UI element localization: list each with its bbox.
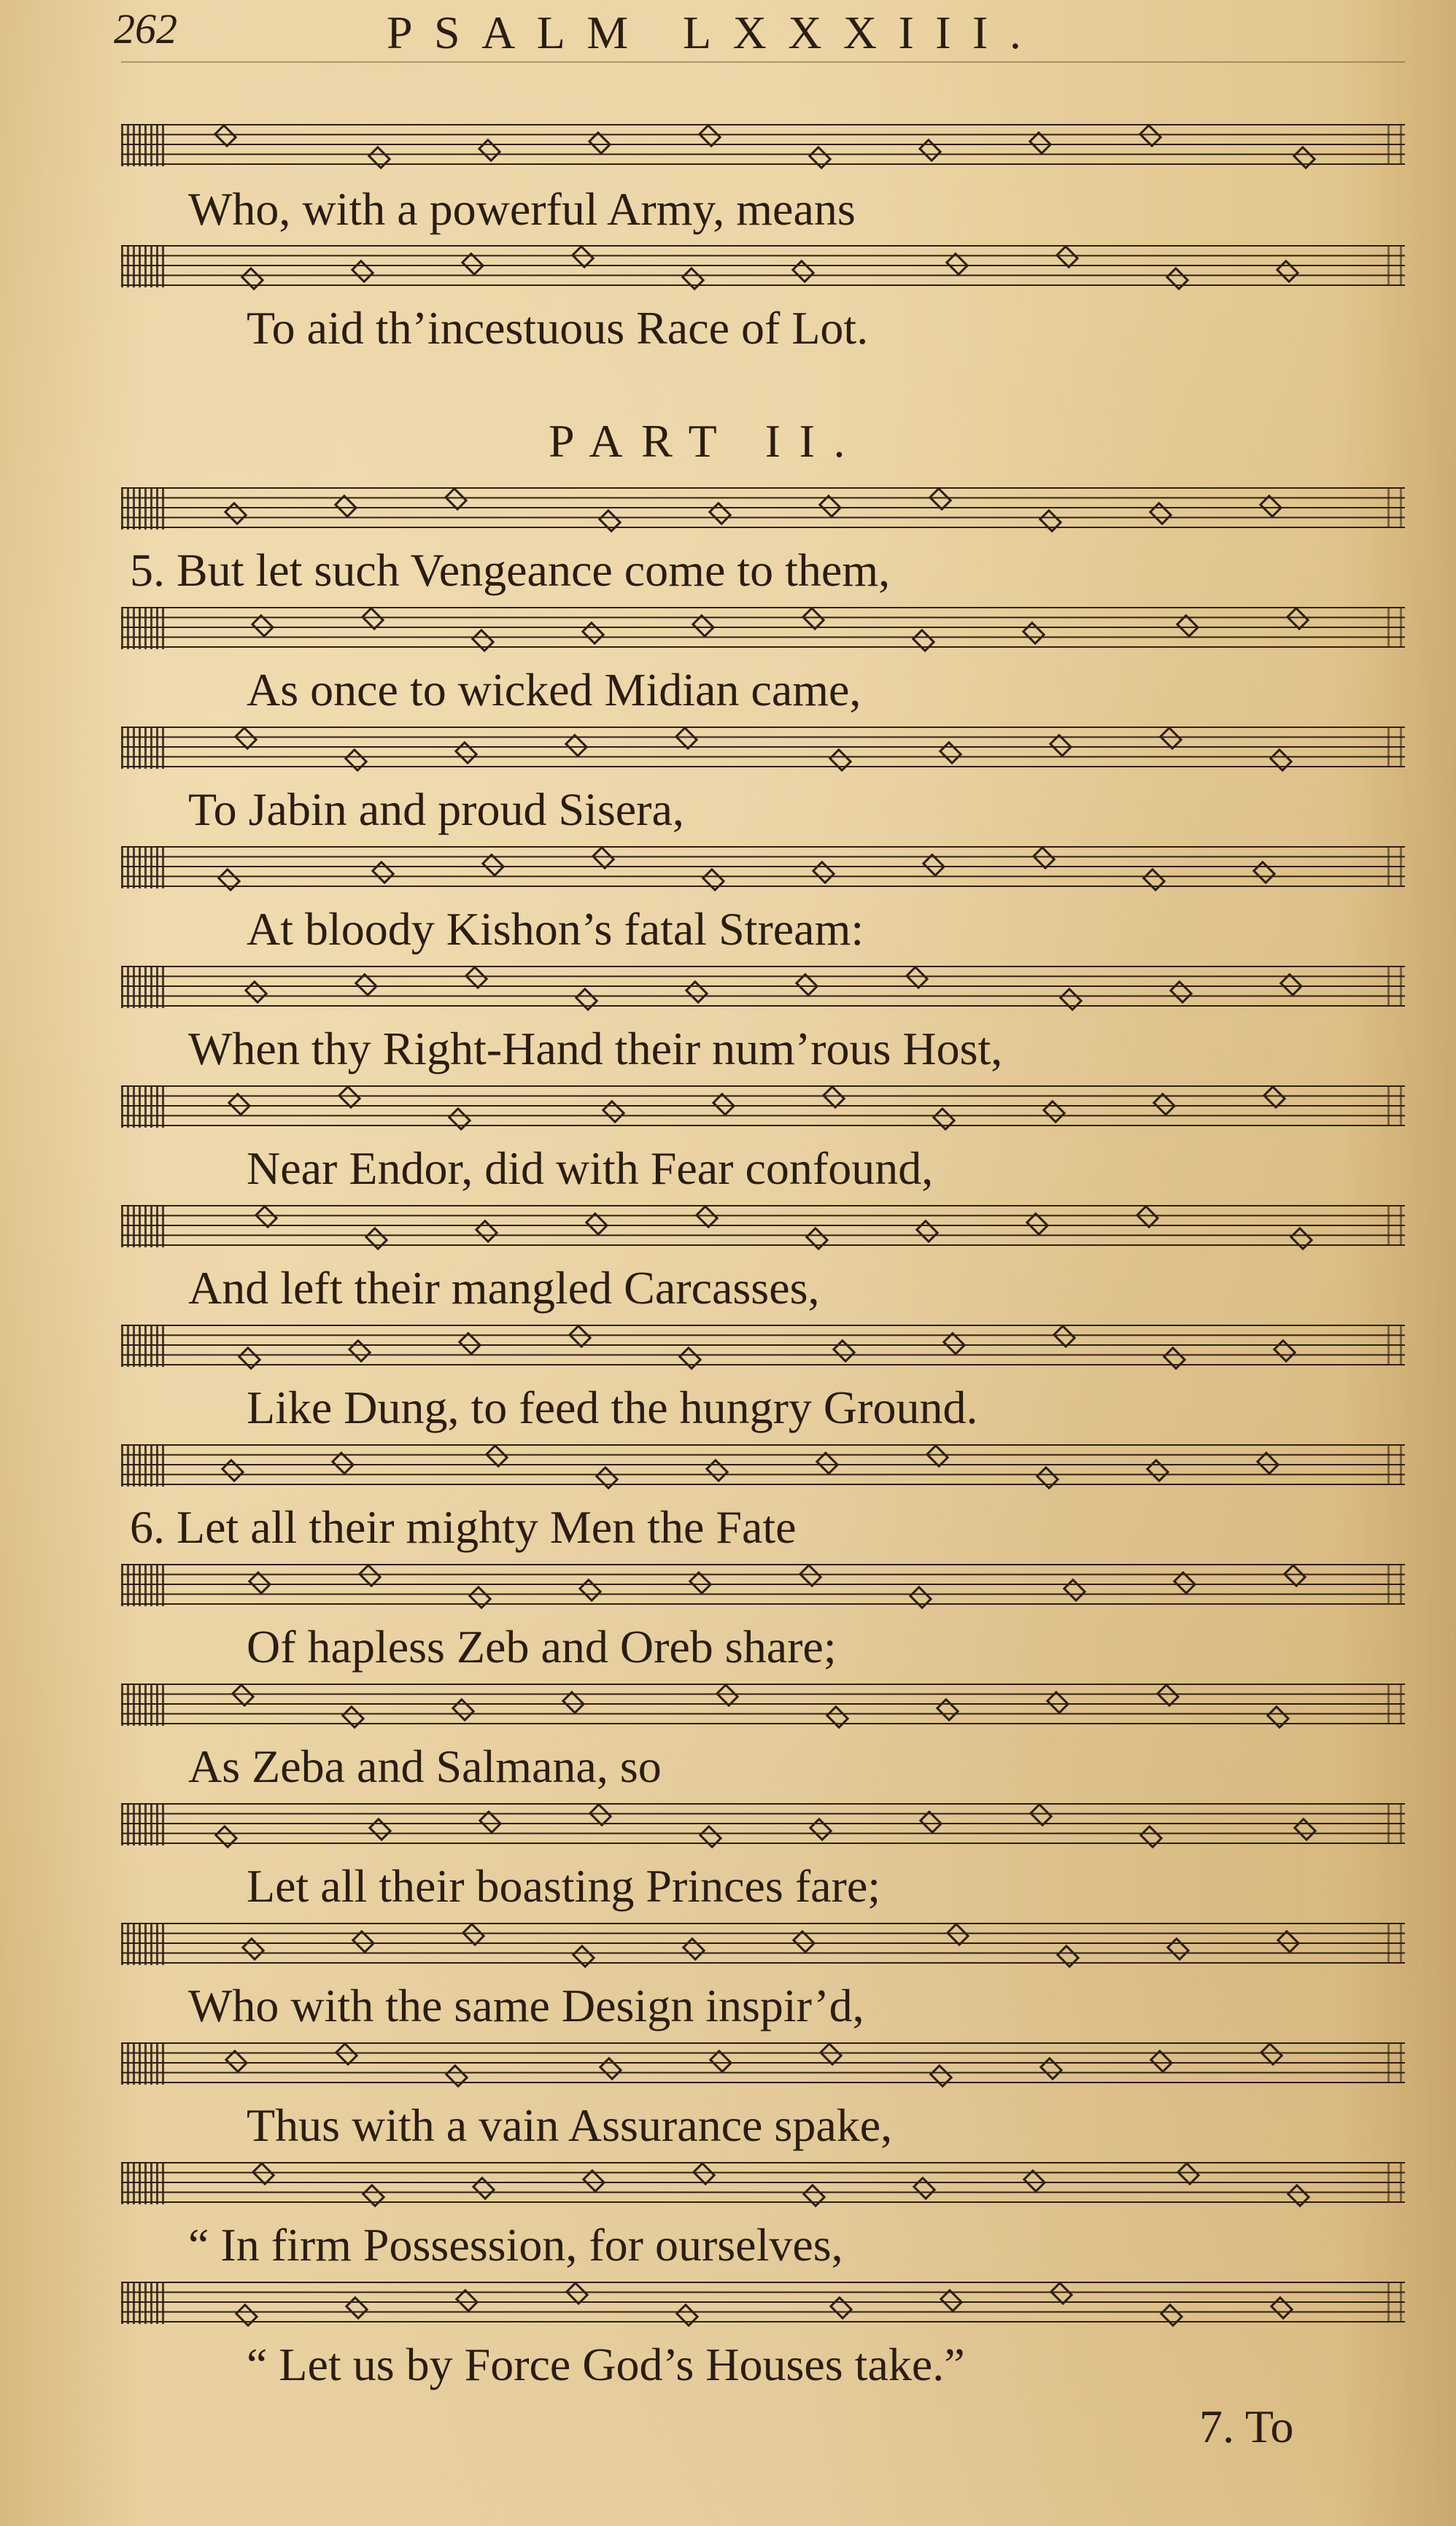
note-head xyxy=(241,267,265,291)
staff xyxy=(121,846,1405,887)
note-head xyxy=(1063,1578,1087,1603)
lyric-line: Near Endor, did with Fear confound, xyxy=(247,1142,934,1194)
staff xyxy=(121,2282,1405,2322)
note-head xyxy=(244,980,268,1004)
note-head xyxy=(716,1684,740,1708)
staff xyxy=(121,1325,1405,1365)
note-head xyxy=(812,861,836,885)
note-head xyxy=(231,1684,255,1708)
note-head xyxy=(1139,124,1163,148)
lyric-line: Of hapless Zeb and Oreb share; xyxy=(247,1621,837,1673)
note-head xyxy=(915,1220,940,1244)
note-head xyxy=(344,748,368,772)
note-head xyxy=(829,2296,853,2320)
note-head xyxy=(692,614,716,638)
lyric-line: 6. Let all their mighty Men the Fate xyxy=(130,1501,797,1553)
note-head xyxy=(1156,1684,1180,1708)
note-head xyxy=(1160,2304,1184,2328)
note-head xyxy=(368,1818,392,1842)
note-head xyxy=(592,846,616,870)
note-head xyxy=(458,1332,482,1356)
staff xyxy=(121,1564,1405,1605)
note-head xyxy=(708,502,732,526)
note-head xyxy=(1256,1452,1280,1476)
note-head xyxy=(1260,2042,1284,2066)
note-head xyxy=(221,1459,245,1483)
note-head xyxy=(1270,2296,1294,2320)
staff xyxy=(121,1085,1405,1126)
note-head xyxy=(1149,502,1173,526)
note-head xyxy=(1022,621,1046,646)
note-head xyxy=(675,2304,700,2328)
note-head xyxy=(791,260,816,284)
note-head xyxy=(1039,509,1063,533)
note-head xyxy=(685,980,709,1004)
lyric-line: When thy Right-Hand their num’rous Host, xyxy=(188,1023,1003,1074)
note-head xyxy=(352,1930,376,1954)
note-head xyxy=(1056,245,1080,269)
note-head xyxy=(829,748,853,772)
note-head xyxy=(942,1332,967,1356)
note-head xyxy=(905,966,929,990)
note-head xyxy=(475,1220,499,1244)
note-head xyxy=(945,252,969,276)
note-head xyxy=(819,2042,843,2066)
note-head xyxy=(1276,260,1300,284)
note-head xyxy=(455,2289,479,2313)
note-head xyxy=(1293,146,1317,170)
note-head xyxy=(926,1444,950,1468)
note-head xyxy=(699,1825,723,1849)
note-head xyxy=(598,509,622,533)
note-head xyxy=(695,1205,719,1229)
note-head xyxy=(454,741,479,765)
note-head xyxy=(912,629,936,653)
note-head xyxy=(575,988,599,1012)
note-head xyxy=(1139,1825,1163,1849)
note-head xyxy=(478,139,502,163)
note-head xyxy=(675,727,699,751)
note-head xyxy=(1166,267,1190,291)
lyric-line: To aid th’incestuous Race of Lot. xyxy=(247,302,869,354)
note-head xyxy=(1029,131,1053,155)
note-head xyxy=(802,2184,826,2208)
note-head xyxy=(235,2304,259,2328)
note-head xyxy=(214,1825,239,1849)
note-head xyxy=(1283,1564,1307,1588)
note-head xyxy=(712,1093,736,1117)
note-head xyxy=(832,1339,856,1363)
note-head xyxy=(940,2289,964,2313)
note-head xyxy=(1150,2050,1174,2074)
note-head xyxy=(568,1325,592,1349)
note-head xyxy=(1146,1459,1170,1483)
staff xyxy=(121,124,1405,165)
note-head xyxy=(251,614,275,638)
note-head xyxy=(918,139,942,163)
note-head xyxy=(1287,2184,1311,2208)
note-head xyxy=(929,2064,953,2088)
note-head xyxy=(682,1937,706,1961)
note-head xyxy=(936,1698,960,1722)
note-head xyxy=(351,260,375,284)
note-head xyxy=(1153,1093,1177,1117)
note-head xyxy=(919,1810,943,1835)
note-head xyxy=(689,1571,713,1595)
note-head xyxy=(1286,607,1310,631)
note-head xyxy=(368,146,392,170)
note-head xyxy=(238,1347,262,1371)
note-head xyxy=(1279,973,1304,997)
note-head xyxy=(939,741,963,765)
note-head xyxy=(361,607,385,631)
note-head xyxy=(362,2184,386,2208)
note-head xyxy=(225,2050,249,2074)
lyric-line: “ Let us by Force God’s Houses take.” xyxy=(247,2339,965,2390)
note-head xyxy=(1166,1937,1190,1961)
note-head xyxy=(692,2162,716,2186)
note-head xyxy=(1259,495,1283,519)
note-head xyxy=(452,1698,476,1722)
note-head xyxy=(252,2162,276,2186)
note-head xyxy=(1277,1930,1301,1954)
note-head xyxy=(595,1466,619,1490)
note-head xyxy=(224,502,248,526)
note-head xyxy=(578,1578,603,1603)
note-head xyxy=(826,1705,850,1729)
note-head xyxy=(565,2282,589,2306)
note-head xyxy=(582,2169,606,2193)
note-head xyxy=(932,1107,956,1131)
note-head xyxy=(481,853,506,877)
note-head xyxy=(1176,614,1200,638)
note-head xyxy=(465,966,489,990)
note-head xyxy=(248,1571,272,1595)
note-head xyxy=(479,1810,503,1835)
page-rule xyxy=(121,61,1405,63)
lyric-line: Like Dung, to feed the hungry Ground. xyxy=(247,1382,978,1433)
staff xyxy=(121,487,1405,528)
lyric-line: As once to wicked Midian came, xyxy=(247,664,861,716)
note-head xyxy=(929,487,953,511)
note-head xyxy=(589,1803,613,1827)
note-head xyxy=(1177,2162,1201,2186)
part-heading: PART II. xyxy=(549,415,864,467)
lyric-line: “ In firm Possession, for ourselves, xyxy=(188,2219,843,2271)
note-head xyxy=(471,629,495,653)
note-head xyxy=(572,1945,596,1969)
note-head xyxy=(909,1586,933,1610)
note-head xyxy=(1046,1691,1070,1715)
note-head xyxy=(241,1937,266,1961)
note-head xyxy=(371,861,395,885)
note-head xyxy=(358,1564,382,1588)
catchword: 7. To xyxy=(1199,2401,1294,2452)
note-head xyxy=(588,131,612,155)
note-head xyxy=(585,1212,609,1236)
note-head xyxy=(805,1227,829,1251)
note-head xyxy=(462,1923,486,1947)
note-head xyxy=(1036,1466,1060,1490)
note-head xyxy=(681,267,705,291)
note-head xyxy=(461,252,485,276)
lyric-line: 5. But let such Vengeance come to them, xyxy=(130,544,891,596)
lyric-line: At bloody Kishon’s fatal Stream: xyxy=(247,903,864,955)
staff xyxy=(121,966,1405,1007)
note-head xyxy=(1026,1212,1050,1236)
note-head xyxy=(1293,1818,1317,1842)
staff xyxy=(121,245,1405,286)
staff xyxy=(121,607,1405,648)
staff xyxy=(121,1444,1405,1485)
staff xyxy=(121,1205,1405,1246)
lyric-line: Who, with a powerful Army, means xyxy=(188,183,856,235)
lyric-line: Who with the same Design inspir’d, xyxy=(188,1980,864,2031)
note-head xyxy=(472,2177,496,2201)
staff xyxy=(121,1923,1405,1964)
note-head xyxy=(448,1107,472,1131)
staff xyxy=(121,2042,1405,2083)
note-head xyxy=(365,1227,389,1251)
note-head xyxy=(581,621,605,646)
note-head xyxy=(1163,1347,1187,1371)
staff xyxy=(121,2162,1405,2203)
note-head xyxy=(1029,1803,1053,1827)
note-head xyxy=(1169,980,1193,1004)
note-head xyxy=(599,2057,623,2081)
note-head xyxy=(334,495,358,519)
note-head xyxy=(335,2042,359,2066)
note-head xyxy=(338,1085,362,1109)
note-head xyxy=(698,124,722,148)
note-head xyxy=(1050,2282,1074,2306)
note-head xyxy=(217,868,241,892)
note-head xyxy=(602,1100,626,1124)
note-head xyxy=(922,853,946,877)
note-head xyxy=(1159,727,1183,751)
note-head xyxy=(485,1444,509,1468)
lyric-line: And left their mangled Carcasses, xyxy=(188,1262,820,1314)
note-head xyxy=(1273,1339,1297,1363)
note-head xyxy=(808,146,832,170)
note-head xyxy=(1290,1227,1314,1251)
staff xyxy=(121,1684,1405,1724)
note-head xyxy=(799,1564,823,1588)
note-head xyxy=(234,727,258,751)
note-head xyxy=(822,1085,846,1109)
note-head xyxy=(913,2177,937,2201)
note-head xyxy=(468,1586,492,1610)
lyric-line: Let all their boasting Princes fare; xyxy=(247,1860,881,1912)
staff xyxy=(121,727,1405,767)
note-head xyxy=(228,1093,252,1117)
note-head xyxy=(1042,1100,1066,1124)
lyric-line: As Zeba and Salmana, so xyxy=(188,1740,662,1792)
note-head xyxy=(562,1691,586,1715)
note-head xyxy=(444,487,468,511)
note-head xyxy=(1266,1705,1290,1729)
note-head xyxy=(1263,1085,1287,1109)
note-head xyxy=(702,868,726,892)
running-head: PSALM LXXXIII. xyxy=(387,7,1043,58)
note-head xyxy=(565,734,589,758)
note-head xyxy=(1173,1571,1197,1595)
note-head xyxy=(341,1705,365,1729)
note-head xyxy=(345,2296,369,2320)
note-head xyxy=(1053,1325,1077,1349)
note-head xyxy=(816,1452,840,1476)
note-head xyxy=(809,1818,833,1842)
lyric-line: To Jabin and proud Sisera, xyxy=(188,783,684,835)
note-head xyxy=(709,2050,733,2074)
note-head xyxy=(1039,2057,1064,2081)
note-head xyxy=(1136,1205,1160,1229)
note-head xyxy=(1269,748,1293,772)
note-head xyxy=(348,1339,372,1363)
staff xyxy=(121,1803,1405,1844)
note-head xyxy=(946,1923,970,1947)
note-head xyxy=(1023,2169,1047,2193)
note-head xyxy=(1032,846,1056,870)
note-head xyxy=(802,607,826,631)
note-head xyxy=(255,1205,279,1229)
note-head xyxy=(445,2064,469,2088)
note-head xyxy=(792,1930,816,1954)
note-head xyxy=(1252,861,1277,885)
note-head xyxy=(1049,734,1073,758)
note-head xyxy=(1059,988,1083,1012)
note-head xyxy=(678,1347,702,1371)
note-head xyxy=(818,495,843,519)
note-head xyxy=(1142,868,1166,892)
note-head xyxy=(705,1459,729,1483)
note-head xyxy=(1056,1945,1080,1969)
note-head xyxy=(331,1452,355,1476)
lyric-line: Thus with a vain Assurance spake, xyxy=(247,2099,893,2151)
note-head xyxy=(355,973,379,997)
note-head xyxy=(571,245,595,269)
note-head xyxy=(795,973,819,997)
page-number: 262 xyxy=(114,5,177,53)
note-head xyxy=(214,124,238,148)
